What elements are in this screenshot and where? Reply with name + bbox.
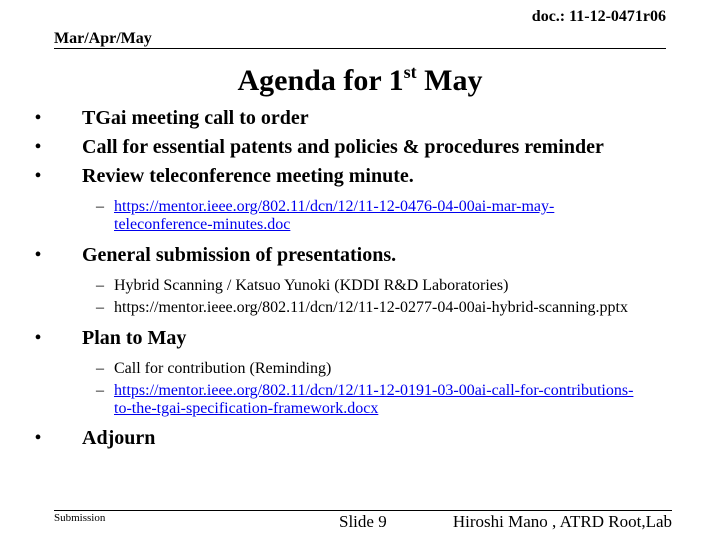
agenda-item-text: TGai meeting call to order — [82, 107, 309, 129]
footer-divider — [54, 510, 672, 511]
document-id: doc.: 11-12-0471r06 — [531, 8, 666, 25]
agenda-list — [28, 104, 678, 453]
agenda-item-plan — [28, 324, 678, 353]
dash-icon: – — [96, 299, 104, 316]
document-date: Mar/Apr/May — [54, 30, 152, 47]
agenda-item-adjourn — [28, 424, 678, 453]
agenda-item-review-minutes — [28, 162, 678, 191]
header-divider — [54, 48, 666, 49]
dash-icon: – — [96, 277, 104, 294]
agenda-item-text: Review teleconference meeting minute. — [82, 165, 414, 187]
plan-sub-item-1 — [28, 360, 678, 378]
submission-presenter: Hybrid Scanning / Katsuo Yunoki (KDDI R&D Laboratories) — [114, 277, 509, 294]
plan-contribution-call: Call for contribution (Reminding) — [114, 360, 332, 377]
footer-author: Hiroshi Mano , ATRD Root,Lab — [452, 512, 672, 531]
slide-number: Slide 9 — [339, 512, 387, 531]
bullet-icon: • — [34, 427, 42, 449]
submission-sub-item-2 — [28, 299, 678, 317]
title-suffix: May — [416, 64, 483, 97]
agenda-item-submissions — [28, 241, 678, 270]
minutes-link-item — [28, 198, 678, 234]
dash-icon: – — [96, 198, 104, 215]
title-superscript: st — [403, 62, 417, 82]
bullet-icon: • — [34, 327, 42, 349]
bullet-icon: • — [34, 165, 42, 187]
dash-icon: – — [96, 382, 104, 399]
bullet-icon: • — [34, 107, 42, 129]
plan-sub-item-2 — [28, 382, 678, 418]
agenda-item-text: Adjourn — [82, 427, 156, 449]
contribution-link[interactable]: https://mentor.ieee.org/802.11/dcn/12/11-12-0191-03-00ai-call-for-contributions-to-the-tgai-specification-framework.docx — [114, 382, 634, 417]
submission-url: https://mentor.ieee.org/802.11/dcn/12/11-12-0277-04-00ai-hybrid-scanning.pptx — [114, 299, 628, 316]
submission-sub-item-1 — [28, 277, 678, 295]
dash-icon: – — [96, 360, 104, 377]
minutes-link[interactable]: https://mentor.ieee.org/802.11/dcn/12/11-12-0476-04-00ai-mar-may-teleconference-minutes.doc — [114, 198, 555, 233]
footer-submission: Submission — [54, 512, 106, 524]
agenda-item-patents — [28, 133, 678, 162]
agenda-item-text: Plan to May — [82, 327, 187, 349]
bullet-icon: • — [34, 136, 42, 158]
bullet-icon: • — [34, 244, 42, 266]
page-title — [0, 64, 720, 98]
agenda-item-text: Call for essential patents and policies & procedures reminder — [82, 136, 604, 158]
agenda-item-call-to-order — [28, 104, 678, 133]
agenda-item-text: General submission of presentations. — [82, 244, 397, 266]
title-prefix: Agenda for 1 — [237, 64, 404, 97]
